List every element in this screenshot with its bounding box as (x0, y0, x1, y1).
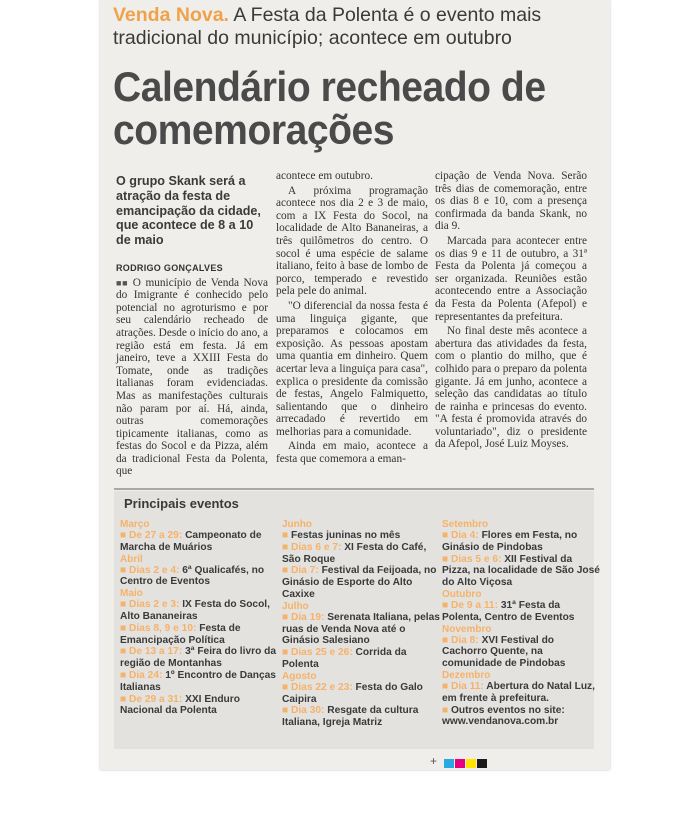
event-description: 6ª Qualicafés, no Centro de Eventos (120, 564, 265, 588)
deck: O grupo Skank será a atração da festa de emancipação da cidade, que acontece de 8 a 10 de maio (116, 174, 261, 248)
event-month-heading: Outubro (442, 588, 482, 600)
bullet-icon: ■ (282, 647, 291, 659)
event-description: Resgate da cultura Italiana, Igreja Matriz (282, 705, 419, 729)
events-box (114, 491, 600, 749)
event-item (120, 694, 278, 718)
bullet-icon: ■ (282, 530, 291, 541)
event-month-heading: Maio (120, 588, 143, 600)
registration-cross-icon: + (430, 754, 438, 768)
event-item (442, 635, 600, 670)
event-date: Dias 5 e 6: (450, 553, 505, 565)
color-swatch (466, 759, 476, 768)
bullet-icon: ■ (442, 634, 451, 646)
event-description: XII Festival da Pizza, na localidade de São José do Alto Viçosa (442, 553, 600, 589)
article-paragraph: acontece em outubro. (276, 170, 373, 182)
bullet-icon: ■ (282, 681, 291, 693)
event-month-heading: Novembro (442, 623, 492, 635)
event-date: Dia 30: (290, 705, 328, 717)
newspaper-clipping (100, 0, 610, 770)
event-item (120, 599, 278, 623)
section-divider (114, 488, 594, 490)
event-month-heading: Abril (120, 553, 143, 565)
event-item (282, 612, 440, 647)
bullet-icon: ■ (282, 565, 291, 577)
event-date: Dia 19: (290, 611, 328, 623)
bullet-icon: ■ (282, 611, 291, 623)
article-paragraph: Marcada para acontecer entre os dias 9 e 11 de outubro, a 31ª Festa da Polenta já começou a ser organizada. Reuniões estão acontecendo entre a Associação da Festa da Polenta (Afepol) e representantes da prefeitura. (435, 234, 587, 323)
event-description: XVI Festival do Cachorro Quente, na comunidade de Pindobas (442, 634, 566, 670)
event-item (282, 530, 440, 542)
event-month-heading: Agosto (282, 670, 317, 682)
event-date: De 27 a 29: (128, 530, 186, 541)
print-registration-marks (430, 754, 510, 771)
bullet-icon: ■ (442, 530, 451, 541)
article-paragraph: Ainda em maio, acontece a festa que comemora a eman- (276, 440, 428, 466)
event-date: De 13 a 17: (128, 646, 186, 658)
article-paragraph: "O diferencial da nossa festa é uma linguiça gigante, que preparamos e colocamos em exposição. As pessoas apostam uma quantia em dinheiro. Quem acertar leva a linguiça para casa", explica o presidente da comissão de festas, Angelo Falmiquetto, salientando que o dinheiro arrecadado é revertido em melhorias para a comunidade. (276, 299, 428, 438)
event-date: Dia 7: (290, 565, 322, 577)
byline-marker: ■■ (116, 277, 129, 288)
event-month-heading: Setembro (442, 519, 489, 530)
event-date: Dia 11: (450, 680, 487, 692)
event-date: De 9 a 11: (450, 599, 501, 611)
event-item (120, 646, 278, 670)
headline: Calendário recheado de comemorações (113, 63, 546, 153)
event-date: Dias 6 e 7: (290, 541, 345, 553)
event-item (120, 670, 278, 694)
event-description: Flores em Festa, no Ginásio de Pindobas (442, 530, 578, 553)
events-column-3 (442, 519, 600, 728)
event-description: Abertura do Natal Luz, em frente à prefeitura. (442, 680, 595, 704)
bullet-icon: ■ (120, 530, 129, 541)
bullet-icon: ■ (442, 704, 451, 716)
bullet-icon: ■ (442, 599, 451, 611)
event-description: Corrida da Polenta (282, 647, 407, 670)
events-column-2 (282, 519, 440, 729)
event-month-heading: Junho (282, 519, 312, 530)
event-item (282, 647, 440, 671)
event-date: Dias 8, 9 e 10: (128, 622, 200, 634)
bullet-icon: ■ (120, 693, 129, 705)
event-description: Serenata Italiana, pelas ruas de Venda Nova até o Ginásio Salesiano (282, 611, 440, 647)
article-paragraph: A próxima programação acontece nos dia 2 e 3 de maio, com a IX Festa do Socol, na localidade de Alto Bananeiras, a três quilômetros do centro. O socol é uma espécie de salame italiano, feito à base de lombo de porco, temperado e revestido pela pele do animal. (276, 184, 428, 298)
events-box-title: Principais eventos (124, 496, 239, 511)
event-item (282, 542, 440, 566)
event-item (442, 600, 600, 624)
event-date: Dias 25 e 26: (290, 647, 356, 659)
event-description: XXI Enduro Nacional da Polenta (120, 693, 240, 717)
event-date: Dias 22 e 23: (290, 681, 356, 693)
article-paragraph: ■■ O município de Venda Nova do Imigrante é conhecido pelo potencial no agroturismo e por seu calendário recheado de atrações. Desde o início do ano, a região está em festa. Já em janeiro, teve a XXIII Festa do Tomate, onde as tradições italianas foram evidenciadas. Mas as manifestações culturais não param por aí. Há, ainda, outras comemorações tipicamente italianas, como as festas do Socol e da Pizza, além da tradicional Festa da Polenta, que (116, 276, 268, 478)
color-swatch (444, 759, 454, 768)
event-date: Dias 2 e 4: (128, 564, 183, 576)
article-paragraph: cipação de Venda Nova. Serão três dias de comemoração, entre os dias 8 e 10, com a presença confirmada da banda Skank, no dia 9. (435, 170, 587, 233)
bullet-icon: ■ (120, 646, 129, 658)
event-description: Festa de Emancipação Política (120, 622, 241, 646)
event-item (120, 623, 278, 647)
event-description: 31ª Festa da Polenta, Centro de Eventos (442, 599, 575, 623)
event-description: Campeonato de Marcha de Muários (120, 530, 262, 553)
bullet-icon: ■ (120, 669, 129, 681)
event-description: IX Festa do Socol, Alto Bananeiras (120, 599, 270, 622)
kicker (113, 4, 608, 50)
bullet-icon: ■ (442, 553, 451, 565)
event-description: XI Festa do Café, São Roque (282, 541, 427, 565)
bullet-icon: ■ (282, 541, 291, 553)
event-description: Festa do Galo Caipira (282, 681, 423, 705)
events-column-1 (120, 519, 278, 717)
event-item (120, 530, 278, 554)
color-swatch (477, 759, 487, 768)
event-date: De 29 a 31: (128, 693, 186, 705)
bullet-icon: ■ (282, 705, 291, 717)
event-description: Outros eventos no site: www.vendanova.com.br (442, 704, 565, 728)
article-column-2 (276, 170, 428, 468)
bullet-icon: ■ (442, 680, 451, 692)
event-date: Dia 4: (450, 530, 482, 541)
kicker-place: Venda Nova. (113, 4, 229, 26)
event-item (442, 554, 600, 589)
event-item (442, 705, 600, 729)
event-item (120, 565, 278, 589)
event-month-heading: Dezembro (442, 669, 491, 681)
event-item (442, 530, 600, 554)
color-swatch (455, 759, 465, 768)
bullet-icon: ■ (120, 564, 129, 576)
article-column-3 (435, 170, 587, 453)
bullet-icon: ■ (120, 622, 129, 634)
event-item (442, 681, 600, 705)
event-item (282, 705, 440, 729)
event-month-heading: Março (120, 519, 150, 530)
bullet-icon: ■ (120, 599, 129, 611)
event-item (282, 565, 440, 600)
event-description: Festival da Feijoada, no Ginásio de Esporte do Alto Caxixe (282, 565, 437, 600)
event-description: 1º Encontro de Danças Italianas (120, 669, 276, 693)
event-date: Dia 8: (450, 634, 482, 646)
event-description: Festas juninas no mês (290, 530, 401, 541)
byline: RODRIGO GONÇALVES (116, 262, 223, 273)
event-month-heading: Julho (282, 600, 309, 612)
article-paragraph: No final deste mês acontece a abertura das atividades da festa, com o plantio do milho, que é colhido para o preparo da polenta gigante. Já em junho, acontece a seleção das candidatas ao título de rainha e princesas do evento. "A festa é promovida através do voluntariado", diz o presidente da Afepol, José Luiz Moyses. (435, 325, 587, 451)
article-column-1 (116, 170, 268, 480)
event-description: 3ª Feira do livro da região de Montanhas (120, 646, 277, 670)
event-date: Dia 24: (128, 669, 166, 681)
event-date: Dias 2 e 3: (128, 599, 183, 611)
event-item (282, 682, 440, 706)
kicker-text: A Festa da Polenta é o evento mais tradicional do município; acontece em outubro (113, 4, 542, 49)
